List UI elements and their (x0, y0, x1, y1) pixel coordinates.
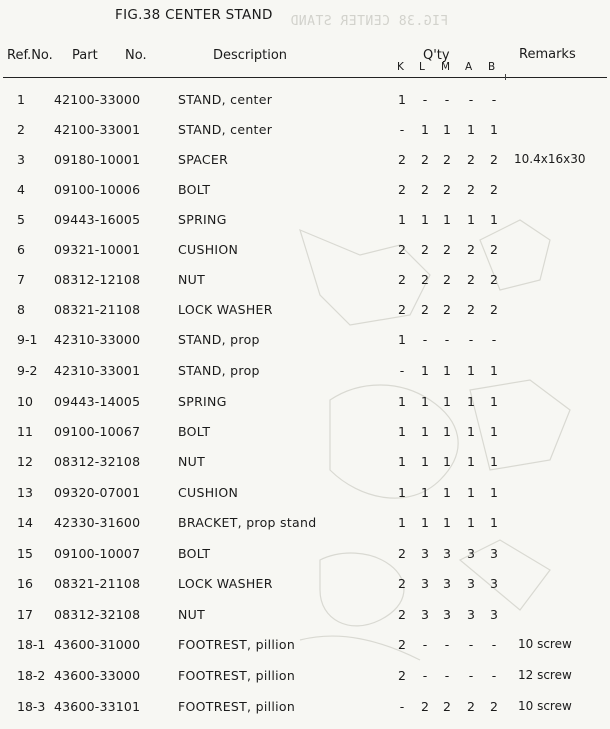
table-row (0, 302, 610, 322)
ref-no-cell: 2 (17, 122, 25, 137)
qty-cell-b: 2 (490, 182, 498, 197)
part-no-cell: 09320-07001 (54, 485, 141, 500)
qty-cell-l: 2 (421, 699, 429, 714)
qty-cell-a: 2 (467, 272, 475, 287)
description-cell: NUT (178, 607, 206, 622)
qty-cell-b: 2 (490, 152, 498, 167)
qty-cell-a: 1 (467, 394, 475, 409)
qty-model-columns (393, 61, 508, 75)
qty-cell-l: 1 (421, 485, 429, 500)
qty-cell-l: 1 (421, 515, 429, 530)
qty-cell-b: 3 (490, 607, 498, 622)
ref-no-cell: 15 (17, 546, 33, 561)
table-row (0, 637, 610, 657)
qty-cell-a: 1 (467, 363, 475, 378)
qty-cell-b: 2 (490, 699, 498, 714)
part-no-cell: 08321-21108 (54, 576, 141, 591)
description-cell: BOLT (178, 546, 211, 561)
table-row (0, 576, 610, 596)
remarks-cell: 10.4x16x30 (514, 152, 586, 166)
qty-cell-a: - (468, 332, 474, 347)
qty-cell-m: 1 (443, 515, 451, 530)
ref-no-cell: 18-2 (17, 668, 46, 683)
qty-cell-k: 1 (398, 515, 406, 530)
qty-cell-l: 3 (421, 576, 429, 591)
part-no-cell: 09180-10001 (54, 152, 141, 167)
table-row (0, 272, 610, 292)
description-cell: LOCK WASHER (178, 576, 273, 591)
table-row (0, 454, 610, 474)
qty-cell-a: - (468, 92, 474, 107)
qty-cell-l: 2 (421, 182, 429, 197)
qty-cell-b: 2 (490, 272, 498, 287)
qty-cell-l: 2 (421, 152, 429, 167)
ref-no-cell: 14 (17, 515, 33, 530)
table-row (0, 152, 610, 172)
part-no-cell: 09443-14005 (54, 394, 141, 409)
table-row (0, 212, 610, 232)
qty-cell-k: 2 (398, 302, 406, 317)
description-cell: SPRING (178, 394, 227, 409)
description-cell: BOLT (178, 182, 211, 197)
qty-cell-a: 1 (467, 122, 475, 137)
qty-cell-m: 1 (443, 485, 451, 500)
qty-cell-m: 2 (443, 699, 451, 714)
qty-cell-k: 2 (398, 607, 406, 622)
qty-cell-k: 2 (398, 272, 406, 287)
part-no-cell: 08312-32108 (54, 454, 141, 469)
qty-cell-b: - (491, 332, 497, 347)
table-row (0, 363, 610, 383)
qty-cell-l: 2 (421, 242, 429, 257)
qty-cell-m: 3 (443, 607, 451, 622)
qty-cell-m: - (444, 668, 450, 683)
qty-cell-k: 1 (398, 424, 406, 439)
part-no-cell: 08312-12108 (54, 272, 141, 287)
qty-cell-m: 1 (443, 122, 451, 137)
table-row (0, 182, 610, 202)
ref-no-cell: 16 (17, 576, 33, 591)
qty-cell-l: 3 (421, 607, 429, 622)
qty-cell-m: - (444, 637, 450, 652)
table-row (0, 699, 610, 719)
remarks-cell: 10 screw (518, 699, 572, 713)
qty-cell-k: - (399, 122, 405, 137)
part-no-cell: 42310-33000 (54, 332, 141, 347)
qty-cell-b: - (491, 92, 497, 107)
qty-cell-a: 1 (467, 454, 475, 469)
qty-cell-a: 2 (467, 699, 475, 714)
qty-col-a: A (465, 61, 473, 73)
description-cell: STAND, center (178, 122, 273, 137)
qty-col-l: L (419, 61, 425, 73)
part-no-cell: 09100-10007 (54, 546, 141, 561)
ref-no-cell: 8 (17, 302, 25, 317)
qty-cell-b: 3 (490, 546, 498, 561)
part-no-cell: 08312-32108 (54, 607, 141, 622)
qty-cell-l: 1 (421, 424, 429, 439)
description-cell: NUT (178, 272, 206, 287)
description-cell: CUSHION (178, 242, 239, 257)
description-cell: BRACKET, prop stand (178, 515, 317, 530)
part-no-cell: 09100-10067 (54, 424, 141, 439)
qty-cell-m: - (444, 92, 450, 107)
qty-cell-l: 2 (421, 302, 429, 317)
description-cell: STAND, center (178, 92, 273, 107)
qty-cell-a: 2 (467, 182, 475, 197)
ref-no-cell: 6 (17, 242, 25, 257)
qty-cell-l: - (422, 668, 428, 683)
qty-cell-a: 2 (467, 242, 475, 257)
qty-cell-k: 2 (398, 152, 406, 167)
qty-cell-l: 1 (421, 122, 429, 137)
qty-cell-m: 1 (443, 363, 451, 378)
qty-cell-a: 1 (467, 212, 475, 227)
qty-cell-k: 2 (398, 668, 406, 683)
description-cell: NUT (178, 454, 206, 469)
part-no-cell: 42310-33001 (54, 363, 141, 378)
remarks-cell: 12 screw (518, 668, 572, 682)
header-description: Description (213, 48, 288, 63)
description-cell: SPRING (178, 212, 227, 227)
qty-col-b: B (488, 61, 496, 73)
part-no-cell: 42100-33001 (54, 122, 141, 137)
qty-cell-m: 2 (443, 302, 451, 317)
header-ref-no: Ref.No. (7, 48, 53, 63)
part-no-cell: 09100-10006 (54, 182, 141, 197)
description-cell: BOLT (178, 424, 211, 439)
table-row (0, 242, 610, 262)
qty-cell-a: 1 (467, 424, 475, 439)
qty-cell-m: 1 (443, 454, 451, 469)
part-no-cell: 09443-16005 (54, 212, 141, 227)
ref-no-cell: 3 (17, 152, 25, 167)
header-rule (3, 77, 607, 78)
part-no-cell: 42100-33000 (54, 92, 141, 107)
qty-cell-b: 1 (490, 454, 498, 469)
table-row (0, 394, 610, 414)
part-no-cell: 08321-21108 (54, 302, 141, 317)
qty-cell-l: 1 (421, 212, 429, 227)
qty-cell-l: 1 (421, 363, 429, 378)
qty-cell-b: 1 (490, 363, 498, 378)
qty-cell-k: 1 (398, 454, 406, 469)
qty-cell-k: 1 (398, 332, 406, 347)
qty-cell-l: - (422, 637, 428, 652)
qty-cell-m: 2 (443, 152, 451, 167)
header-tick (505, 74, 506, 80)
part-no-cell: 43600-33101 (54, 699, 141, 714)
ghost-title: FIG.38 CENTER STAND (290, 14, 449, 29)
ref-no-cell: 5 (17, 212, 25, 227)
ref-no-cell: 18-1 (17, 637, 46, 652)
table-row (0, 332, 610, 352)
table-row (0, 607, 610, 627)
qty-cell-a: 3 (467, 546, 475, 561)
table-row (0, 546, 610, 566)
remarks-cell: 10 screw (518, 637, 572, 651)
qty-cell-l: 1 (421, 394, 429, 409)
qty-cell-b: - (491, 637, 497, 652)
qty-cell-m: 1 (443, 424, 451, 439)
description-cell: CUSHION (178, 485, 239, 500)
table-row (0, 424, 610, 444)
table-row (0, 668, 610, 688)
qty-cell-k: - (399, 363, 405, 378)
qty-cell-l: 3 (421, 546, 429, 561)
qty-cell-k: 2 (398, 637, 406, 652)
description-cell: LOCK WASHER (178, 302, 273, 317)
header-qty: Q'ty (423, 48, 450, 63)
header-remarks: Remarks (519, 47, 576, 62)
qty-col-m: M (441, 61, 451, 73)
description-cell: SPACER (178, 152, 229, 167)
qty-cell-b: 2 (490, 302, 498, 317)
qty-cell-b: 1 (490, 394, 498, 409)
description-cell: STAND, prop (178, 363, 260, 378)
qty-cell-b: - (491, 668, 497, 683)
qty-cell-b: 3 (490, 576, 498, 591)
qty-cell-m: 2 (443, 182, 451, 197)
qty-cell-m: 2 (443, 272, 451, 287)
table-row (0, 92, 610, 112)
table-row (0, 515, 610, 535)
qty-cell-l: 2 (421, 272, 429, 287)
qty-cell-b: 1 (490, 485, 498, 500)
ref-no-cell: 7 (17, 272, 25, 287)
qty-cell-k: 2 (398, 242, 406, 257)
description-cell: FOOTREST, pillion (178, 637, 296, 652)
qty-cell-l: - (422, 332, 428, 347)
qty-cell-k: 2 (398, 576, 406, 591)
qty-cell-b: 1 (490, 424, 498, 439)
qty-cell-l: 1 (421, 454, 429, 469)
qty-cell-k: - (399, 699, 405, 714)
ref-no-cell: 11 (17, 424, 33, 439)
ref-no-cell: 9-1 (17, 332, 38, 347)
qty-cell-a: 2 (467, 152, 475, 167)
ref-no-cell: 10 (17, 394, 33, 409)
qty-cell-b: 1 (490, 515, 498, 530)
qty-cell-m: 3 (443, 546, 451, 561)
part-no-cell: 09321-10001 (54, 242, 141, 257)
qty-cell-a: 3 (467, 607, 475, 622)
qty-cell-k: 2 (398, 182, 406, 197)
part-no-cell: 43600-31000 (54, 637, 141, 652)
qty-cell-m: 1 (443, 394, 451, 409)
qty-cell-a: 2 (467, 302, 475, 317)
ref-no-cell: 17 (17, 607, 33, 622)
qty-cell-k: 1 (398, 485, 406, 500)
qty-cell-a: 1 (467, 515, 475, 530)
part-no-cell: 42330-31600 (54, 515, 141, 530)
ref-no-cell: 18-3 (17, 699, 46, 714)
description-cell: FOOTREST, pillion (178, 668, 296, 683)
qty-cell-m: 2 (443, 242, 451, 257)
qty-cell-m: 3 (443, 576, 451, 591)
ref-no-cell: 9-2 (17, 363, 38, 378)
qty-cell-a: - (468, 637, 474, 652)
description-cell: STAND, prop (178, 332, 260, 347)
ref-no-cell: 4 (17, 182, 25, 197)
table-row (0, 485, 610, 505)
ref-no-cell: 12 (17, 454, 33, 469)
header-part: Part (72, 48, 98, 63)
description-cell: FOOTREST, pillion (178, 699, 296, 714)
qty-cell-b: 1 (490, 122, 498, 137)
qty-cell-k: 1 (398, 212, 406, 227)
qty-cell-b: 1 (490, 212, 498, 227)
qty-col-k: K (397, 61, 404, 73)
qty-cell-m: 1 (443, 212, 451, 227)
qty-cell-a: 1 (467, 485, 475, 500)
table-row (0, 122, 610, 142)
ref-no-cell: 1 (17, 92, 25, 107)
qty-cell-k: 1 (398, 92, 406, 107)
qty-cell-a: - (468, 668, 474, 683)
qty-cell-k: 2 (398, 546, 406, 561)
figure-title: FIG.38 CENTER STAND (115, 7, 273, 23)
header-no: No. (125, 48, 147, 63)
qty-cell-m: - (444, 332, 450, 347)
qty-cell-k: 1 (398, 394, 406, 409)
ref-no-cell: 13 (17, 485, 33, 500)
qty-cell-a: 3 (467, 576, 475, 591)
qty-cell-l: - (422, 92, 428, 107)
part-no-cell: 43600-33000 (54, 668, 141, 683)
qty-cell-b: 2 (490, 242, 498, 257)
